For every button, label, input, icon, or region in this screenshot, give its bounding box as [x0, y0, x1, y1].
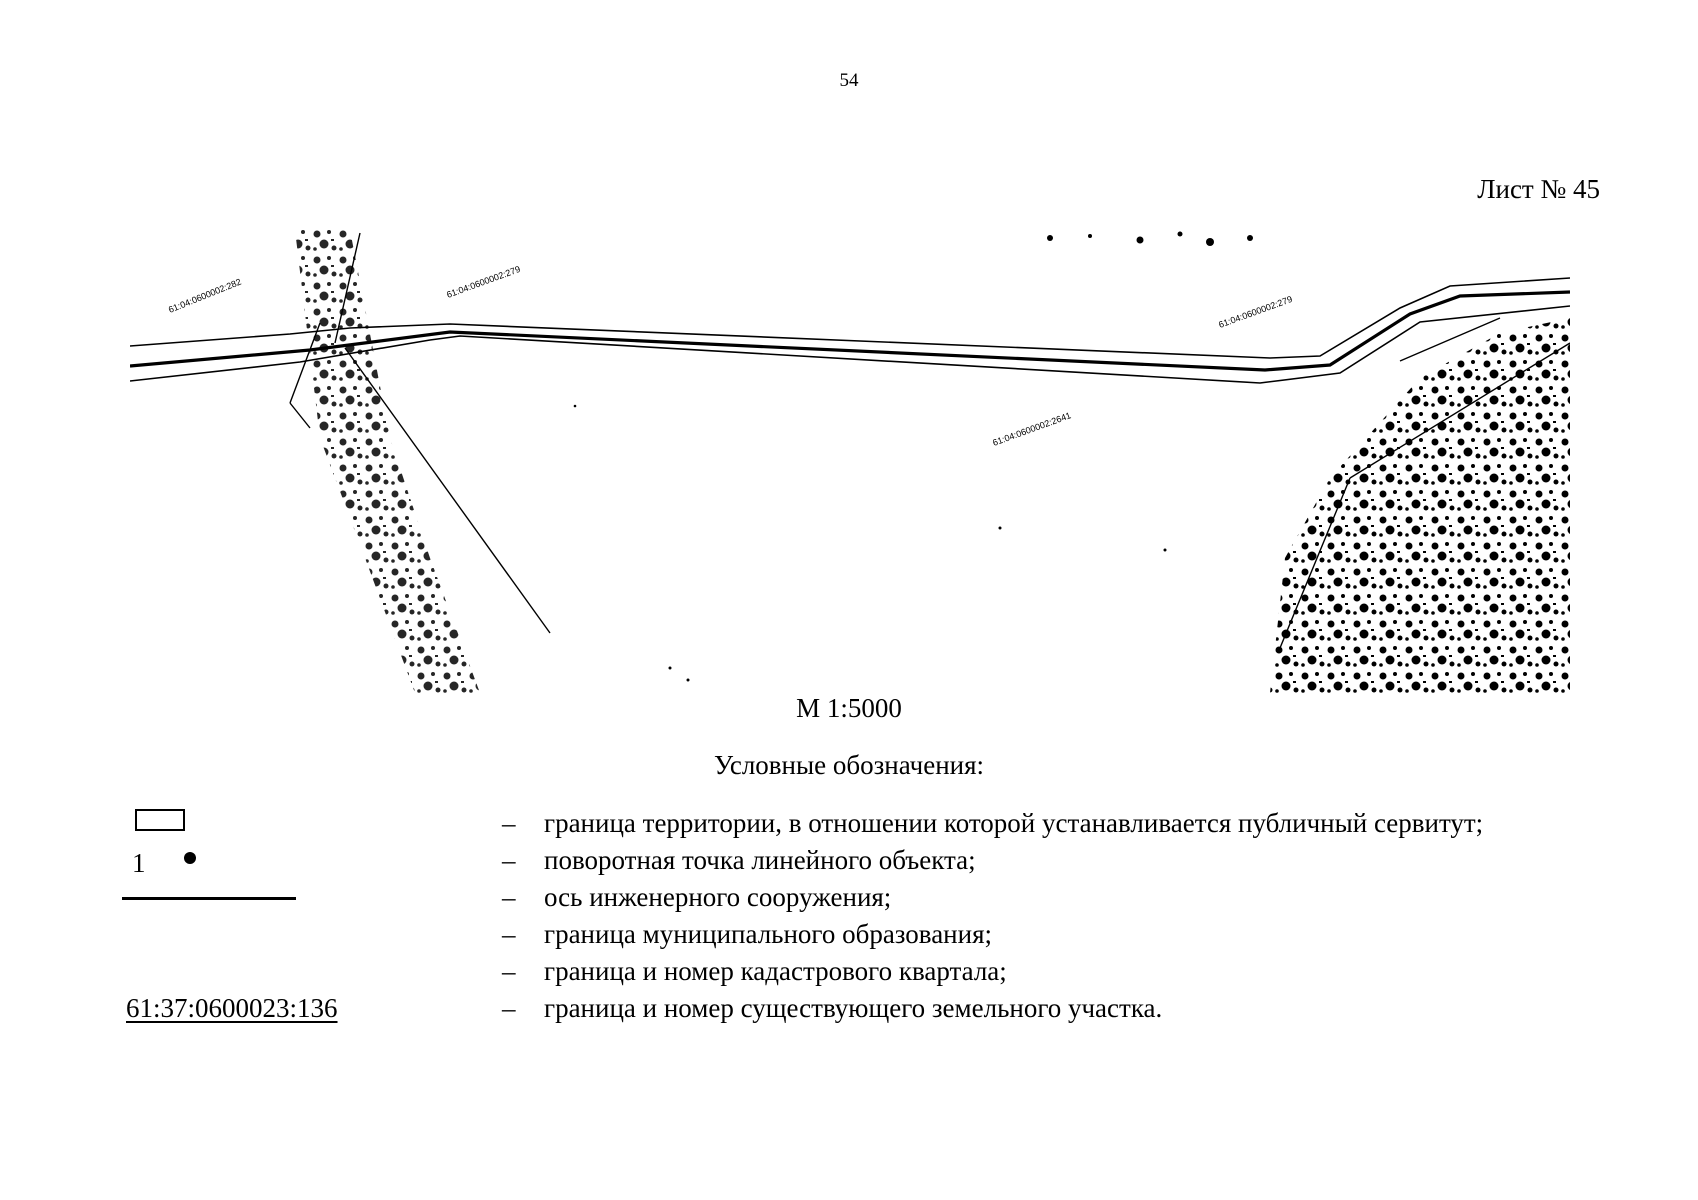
legend-item [122, 879, 1582, 916]
turn-point-icon [184, 852, 196, 864]
dash: – [502, 919, 516, 949]
cadastral-label: 61:04:0600002:282 [167, 276, 243, 315]
scale-label: М 1:5000 [796, 693, 902, 723]
legend-symbol [122, 805, 362, 842]
dash: – [502, 808, 516, 838]
turn-point-number: 1 [132, 848, 146, 878]
cadastral-label: 61:04:0600002:2641 [991, 410, 1073, 448]
map-canvas [130, 228, 1570, 693]
page-number: 54 [839, 70, 859, 91]
legend-item [122, 805, 1582, 842]
legend-text: ось инженерного сооружения; [544, 882, 892, 912]
legend-item [122, 916, 1582, 953]
dash: – [502, 993, 516, 1023]
map-specks [574, 232, 1253, 682]
legend-symbol [122, 842, 362, 879]
legend-text: граница и номер существующего земельного участка. [544, 993, 1163, 1023]
dash: – [502, 956, 516, 986]
dash: – [502, 882, 516, 912]
legend-item [122, 990, 1582, 1027]
sheet-label: Лист № 45 [1477, 174, 1600, 204]
legend-symbol [122, 990, 362, 1027]
legend-text: граница и номер кадастрового квартала; [544, 956, 1007, 986]
cadastral-label: 61:04:0600002:279 [1217, 293, 1294, 330]
legend-title: Условные обозначения: [713, 750, 985, 780]
legend [122, 805, 1582, 1027]
legend-symbol [122, 916, 362, 953]
vegetation-area-right [1270, 318, 1570, 693]
legend-symbol [122, 879, 362, 916]
legend-text: граница территории, в отношении которой устанавливается публичный сервитут; [544, 808, 1484, 838]
parcel-number: 61:37:0600023:136 [126, 993, 338, 1023]
legend-item [122, 842, 1582, 879]
axis-line-icon [122, 897, 296, 900]
cadastral-label: 61:04:0600002:279 [445, 263, 522, 300]
vegetation-strip-left [295, 230, 480, 693]
legend-text: граница муниципального образования; [544, 919, 993, 949]
legend-text: поворотная точка линейного объекта; [544, 845, 976, 875]
rectangle-icon [135, 809, 185, 831]
map-fragment [130, 228, 1570, 693]
dash: – [502, 845, 516, 875]
legend-item [122, 953, 1582, 990]
legend-symbol [122, 953, 362, 990]
